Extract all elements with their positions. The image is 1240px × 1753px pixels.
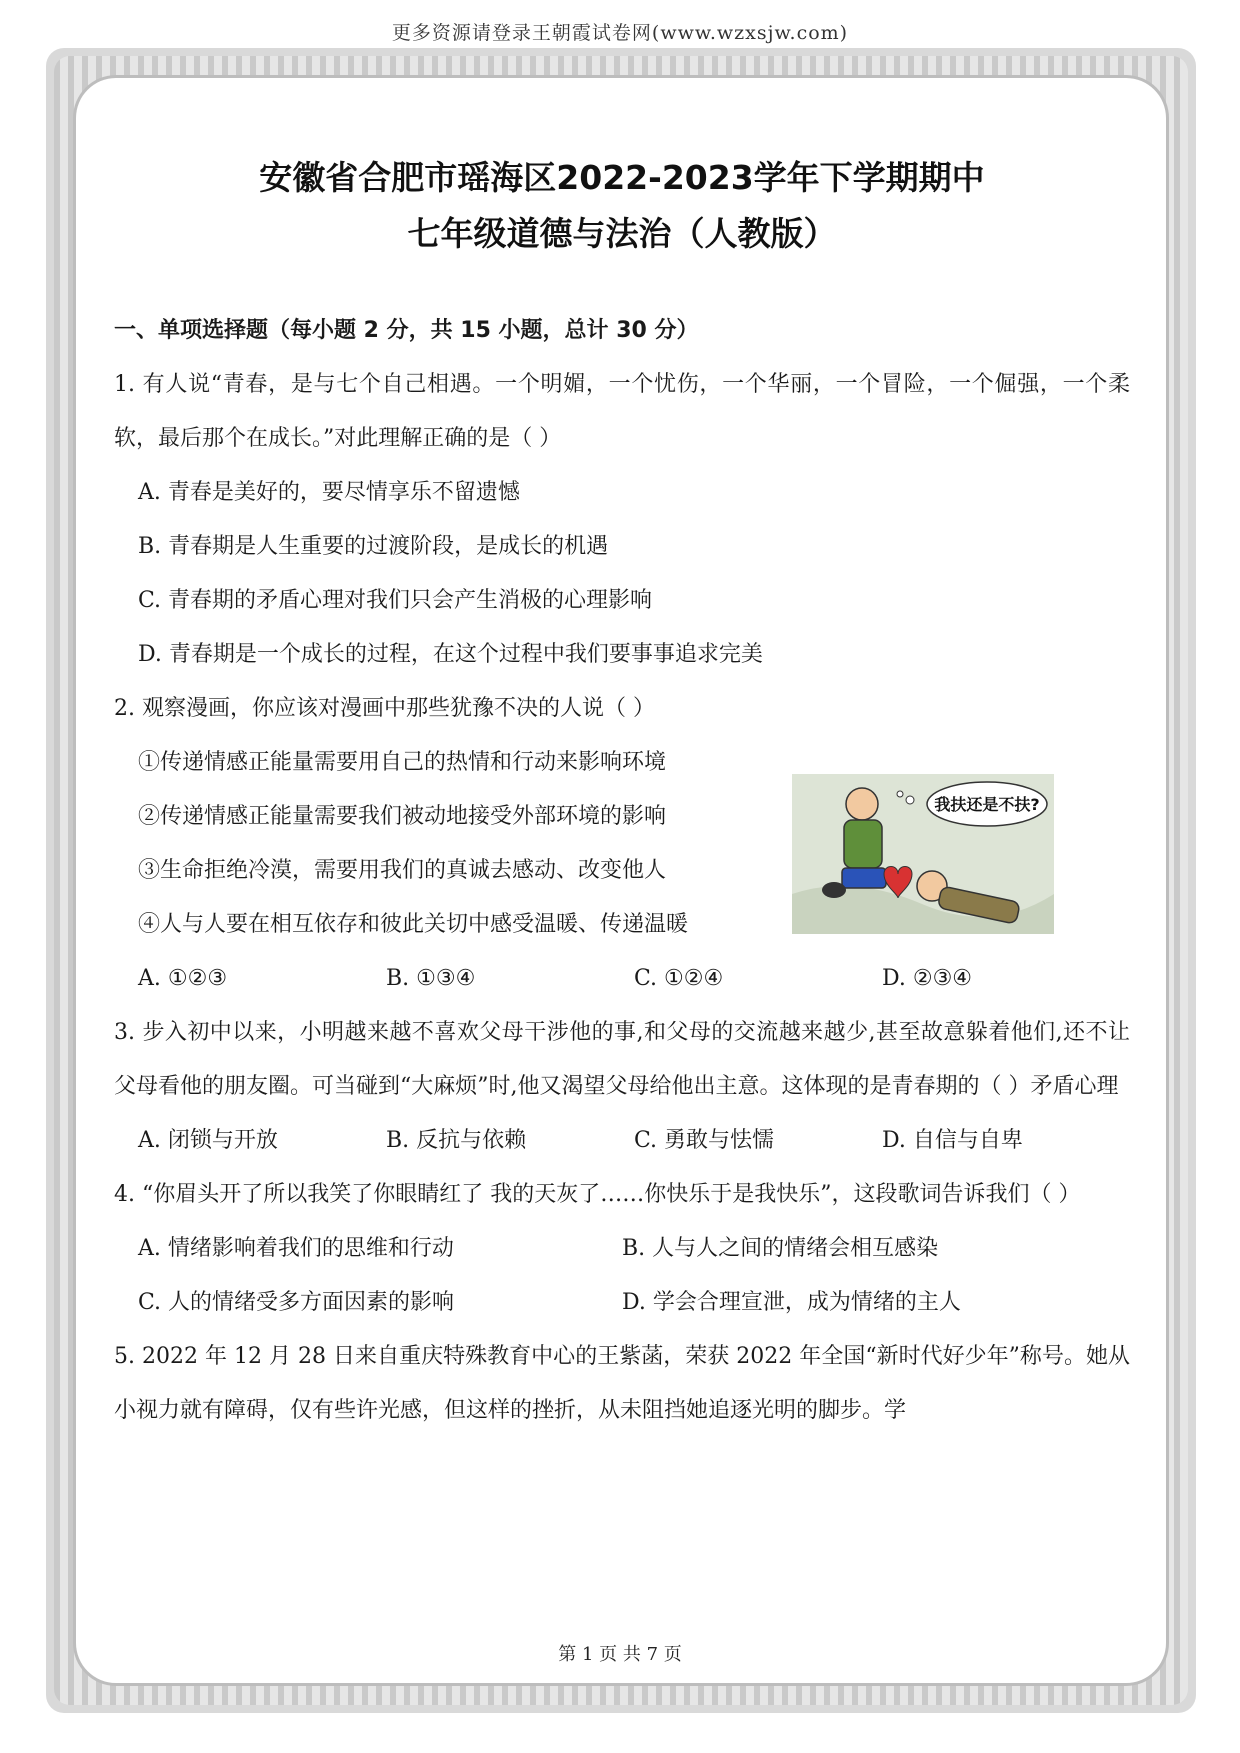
statement-4: ④人与人要在相互依存和彼此关切中感受温暖、传递温暖 bbox=[138, 912, 689, 937]
question-1-option-c: C. 青春期的矛盾心理对我们只会产生消极的心理影响 bbox=[138, 588, 653, 613]
page-footer: 第 1 页 共 7 页 bbox=[558, 1644, 682, 1665]
question-2-stem: 2. 观察漫画，你应该对漫画中那些犹豫不决的人说（ ） bbox=[114, 696, 655, 721]
question-3-stem: 3. 步入初中以来，小明越来越不喜欢父母干涉他的事,和父母的交流越来越少,甚至故意躲着他们,还不让父母看他的朋友圈。可当碰到“大麻烦”时,他又渴望父母给他出主意。这体现的是青春期的（ ）矛盾心理 bbox=[114, 1020, 1130, 1099]
question-3-options bbox=[114, 1114, 1130, 1168]
standing-man-head bbox=[846, 788, 878, 820]
question-1-option-a: A. 青春是美好的，要尽情享乐不留遗憾 bbox=[138, 480, 520, 505]
speech-bubble-text: 我扶还是不扶? bbox=[934, 795, 1040, 814]
question-2-option-d: D. ②③④ bbox=[882, 966, 973, 991]
exam-title-line2: 七年级道德与法治（人教版） bbox=[407, 214, 837, 253]
exam-title-line1: 安徽省合肥市瑶海区2022-2023学年下学期期中 bbox=[259, 158, 985, 197]
statement-2: ②传递情感正能量需要我们被动地接受外部环境的影响 bbox=[138, 804, 667, 829]
question-3-option-a: A. 闭锁与开放 bbox=[138, 1128, 278, 1153]
top-banner: 更多资源请登录王朝霞试卷网(www.wzxsjw.com) bbox=[391, 22, 849, 44]
standing-man-legs bbox=[842, 868, 886, 888]
question-4-option-b: B. 人与人之间的情绪会相互感染 bbox=[622, 1236, 939, 1261]
standing-man-body bbox=[844, 820, 882, 868]
question-3 bbox=[114, 1006, 1130, 1168]
standing-man-shoe bbox=[822, 882, 846, 898]
question-3-option-b: B. 反抗与依赖 bbox=[386, 1128, 527, 1153]
question-1-stem: 1. 有人说“青春，是与七个自己相遇。一个明媚，一个忧伤，一个华丽，一个冒险，一个倔强，一个柔软，最后那个在成长。”对此理解正确的是（ ） bbox=[114, 372, 1130, 451]
question-4 bbox=[114, 1168, 1130, 1330]
question-1 bbox=[114, 358, 1130, 682]
question-2-option-a: A. ①②③ bbox=[138, 966, 228, 991]
question-2-statements bbox=[114, 736, 754, 952]
question-1-option-d: D. 青春期是一个成长的过程，在这个过程中我们要事事追求完美 bbox=[138, 642, 763, 667]
question-5-stem: 5. 2022 年 12 月 28 日来自重庆特殊教育中心的王紫菡，荣获 2022 年全国“新时代好少年”称号。她从小视力就有障碍，仅有些许光感，但这样的挫折，从未阻挡她追逐光明的脚步。学 bbox=[114, 1344, 1130, 1423]
question-2-option-c: C. ①②④ bbox=[634, 966, 724, 991]
exam-content bbox=[114, 150, 1130, 1438]
question-4-stem: 4. “你眉头开了所以我笑了你眼睛红了 我的天灰了……你快乐于是我快乐”，这段歌词告诉我们（ ） bbox=[114, 1182, 1081, 1207]
question-3-option-d: D. 自信与自卑 bbox=[882, 1128, 1023, 1153]
section-heading: 一、单项选择题（每小题 2 分，共 15 小题，总计 30 分） bbox=[114, 318, 699, 343]
question-1-option-b: B. 青春期是人生重要的过渡阶段，是成长的机遇 bbox=[138, 534, 609, 559]
question-4-options-row2 bbox=[114, 1276, 1130, 1330]
question-2 bbox=[114, 682, 1130, 1006]
question-2-option-b: B. ①③④ bbox=[386, 966, 476, 991]
question-5 bbox=[114, 1330, 1130, 1438]
question-3-option-c: C. 勇敢与怯懦 bbox=[634, 1128, 775, 1153]
statement-1: ①传递情感正能量需要用自己的热情和行动来影响环境 bbox=[138, 750, 667, 775]
statement-3: ③生命拒绝冷漠，需要用我们的真诚去感动、改变他人 bbox=[138, 858, 667, 883]
question-4-option-a: A. 情绪影响着我们的思维和行动 bbox=[138, 1236, 454, 1261]
question-2-body bbox=[114, 736, 1130, 952]
question-4-option-c: C. 人的情绪受多方面因素的影响 bbox=[138, 1290, 455, 1315]
question-2-options bbox=[114, 952, 1130, 1006]
question-4-options-row1 bbox=[114, 1222, 1130, 1276]
cartoon-image bbox=[792, 774, 1054, 934]
question-4-option-d: D. 学会合理宣泄，成为情绪的主人 bbox=[622, 1290, 961, 1315]
